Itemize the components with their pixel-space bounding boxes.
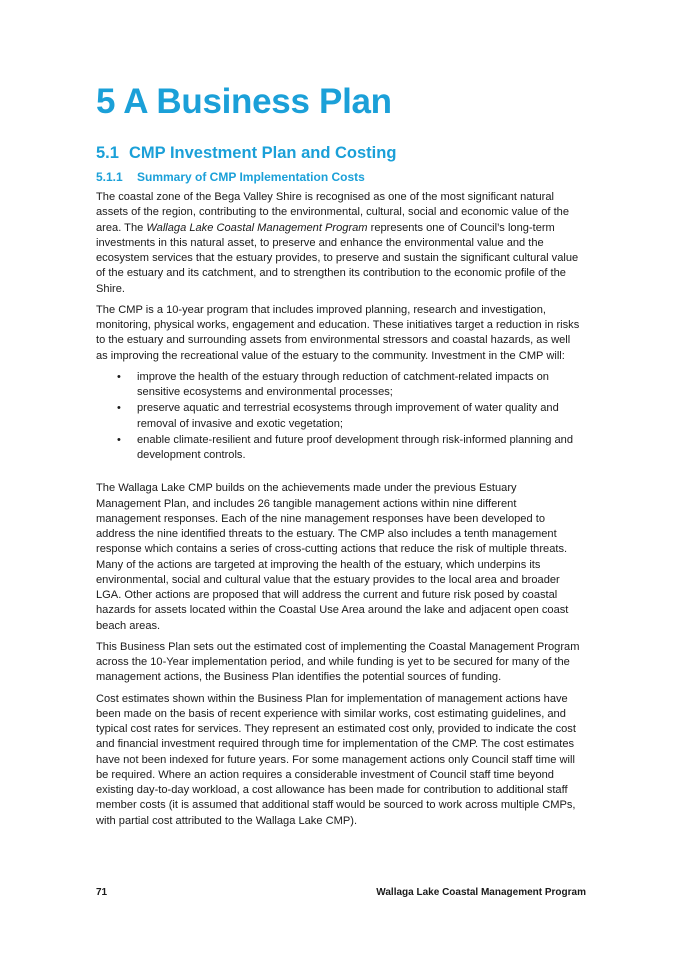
page-number: 71 <box>96 887 108 898</box>
paragraph-1 <box>96 190 580 297</box>
paragraph-4: This Business Plan sets out the estimated cost of implementing the Coastal Management Program across the 10-Year implementation period, and while funding is yet to be secured for many of the management actions, the Business Plan identifies the potential sources of funding. <box>96 640 580 684</box>
subsection-title: Summary of CMP Implementation Costs <box>137 170 365 184</box>
subsection-heading <box>96 170 365 184</box>
paragraph-3: The Wallaga Lake CMP builds on the achievements made under the previous Estuary Management Plan, and includes 26 tangible management actions within nine different management responses. Each of the nine management responses have been developed to address the nine identified threats to the estuary. The CMP also includes a tenth management response which contains a series of cross-cutting actions that reduce the risk of multiple threats. Many of the actions are targeted at improving the health of the estuary, which underpins its environmental, social and cultural value that the estuary provides to the local area and broader LGA. Other actions are proposed that will address the current and future risk posed by coastal hazards for assets located within the Coastal Use Area around the lake and adjacent open coast beach areas. <box>96 482 569 632</box>
list-item <box>96 433 580 464</box>
bullet-icon: • <box>117 433 121 446</box>
paragraph-5: Cost estimates shown within the Business Plan for implementation of management actions have been made on the basis of recent experience with similar works, cost estimating guidelines, and typical cost rates for services. They represent an estimated cost only, provided to indicate the cost and financial investment required through time for implementation of the CMP. The cost estimates have not been indexed for future years. For some management actions only Council staff time will be required. Where an action requires a considerable investment of Council staff time beyond existing day-to-day workload, a cost allowance has been made for contribution to additional staff member costs (it is assumed that additional staff would be sourced to work across multiple CMPs, with partial cost attributed to the Wallaga Lake CMP). <box>96 692 576 827</box>
list-item <box>96 401 580 432</box>
section-title: CMP Investment Plan and Costing <box>129 144 397 162</box>
body-text <box>96 190 580 835</box>
subsection-number: 5.1.1 <box>96 170 123 184</box>
chapter-title: 5 A Business Plan <box>96 82 392 121</box>
list-item <box>96 370 580 401</box>
paragraph-1-text-b: represents one of Council’s long-term investments in this natural asset, to preserve and enhance the environmental value and the ecosystem services that the estuary provides, to preserve and sustain the significant cultural value of the estuary and its catchment, and to strengthen its contribution to the economic profile of the Shire. <box>96 221 579 295</box>
list-item-text: improve the health of the estuary through reduction of catchment-related impacts on sensitive ecosystems and environmental processes; <box>137 370 549 398</box>
spacer <box>96 469 580 481</box>
paragraph-1-text-a: The coastal zone of the Bega Valley Shire is recognised as one of the most significant natural assets of the region, contributing to the environmental, cultural, social and economic value of the area. The <box>96 191 569 234</box>
bullet-list <box>96 370 580 464</box>
paragraph-2: The CMP is a 10-year program that includes improved planning, research and investigation, monitoring, physical works, engagement and education. These initiatives target a reduction in risks to the estuary and surrounding assets from environmental stressors and coastal hazards, as well as improving the recreational value of the estuary to the community. Investment in the CMP will: <box>96 303 580 362</box>
list-item-text: enable climate-resilient and future proof development through risk-informed planning and development controls. <box>137 433 573 461</box>
section-heading <box>96 144 396 163</box>
list-item-text: preserve aquatic and terrestrial ecosystems through improvement of water quality and removal of invasive and exotic vegetation; <box>137 402 559 430</box>
bullet-icon: • <box>117 402 121 415</box>
bullet-icon: • <box>117 370 121 383</box>
section-number: 5.1 <box>96 144 119 162</box>
footer-document-title: Wallaga Lake Coastal Management Program <box>376 887 586 898</box>
paragraph-1-italic-title: Wallaga Lake Coastal Management Program <box>146 221 368 234</box>
